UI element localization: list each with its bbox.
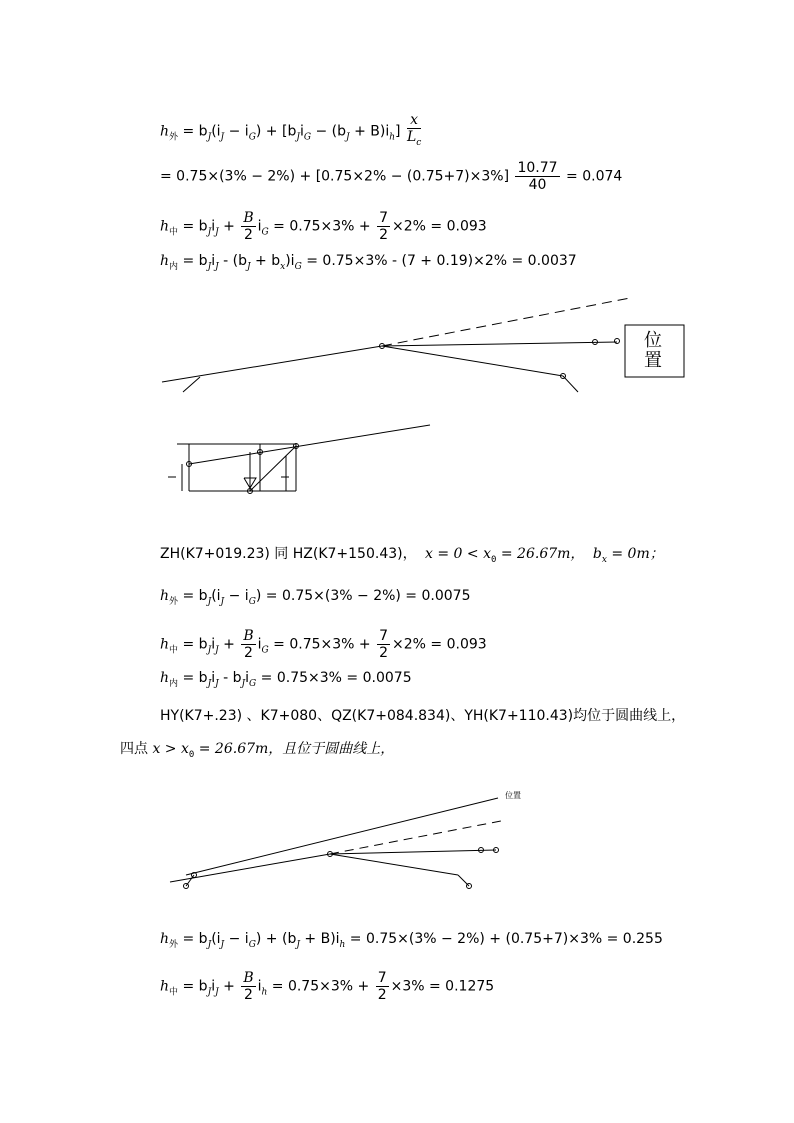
fraction2-7-over-2: $\frac{7}{2}$	[379, 628, 389, 661]
fraction-B-over-2: $\frac{B}{2}$	[243, 210, 254, 243]
equation2-h-middle: $h_中 = b_Ji_J$ + $\frac{B}{2}$ $i_G = 0.75\times 3\%$ + $\frac{7}{2}$ ×2% = 0.093	[160, 628, 487, 661]
position-box-char-1: 位	[644, 330, 662, 351]
equation-h-middle: $h_中 = b_Ji_J$ + $\frac{B}{2}$ $i_G = 0.75\times 3\%$ + $\frac{7}{2}$ ×2% = 0.093	[160, 210, 487, 243]
fraction-7-over-2: $\frac{7}{2}$	[379, 210, 389, 243]
fraction-x-over-Lc: $\frac{x}{L_c}$	[406, 112, 422, 148]
fig3-dashed-line	[330, 820, 506, 854]
position-box-char-2: 置	[644, 350, 662, 371]
equation-h-outer-value: = 0.75×(3% − 2%) + [0.75×2% − (0.75+7)×3%] $\frac{10.77}{40}$ = 0.074	[160, 160, 623, 193]
fig3-outer-full-line	[186, 798, 498, 875]
fig3-outer-edge	[330, 850, 496, 854]
paragraph-hy-qz-yh-line2: 四点 $x > x_0 = 26.67m$，且位于圆曲线上，	[120, 741, 395, 760]
fraction3-B-over-2: $\frac{B}{2}$	[243, 970, 254, 1003]
equation2-h-inner: $h_内 = b_Ji_J - b_Ji_G = 0.75\times 3\% = 0.0075$	[160, 670, 412, 689]
equation2-h-outer: $h_外 = b_J(i_J - i_G) = 0.75\times(3\% - 2\%) = 0.0075$	[160, 588, 471, 607]
paragraph-hy-qz-yh-line1: HY(K7+.23) 、K7+080、QZ(K7+084.834)、YH(K7+110.43)均位于圆曲线上，	[160, 708, 686, 724]
fraction2-B-over-2: $\frac{B}{2}$	[243, 628, 254, 661]
paragraph-zh-hz: ZH(K7+019.23) 同 HZ(K7+150.43)， $x = 0 < x_0 = 26.67m$， $b_x = 0m$；	[160, 546, 664, 565]
equation-h-inner: $h_内 = b_Ji_J - (b_J + b_x)i_G = 0.75\times 3\% - (7 + 0.19)\times 2\% = 0.0037$	[160, 253, 577, 272]
equation3-h-middle: $h_中 = b_Ji_J$ + $\frac{B}{2}$ $i_h = 0.75\times 3\%$ + $\frac{7}{2}$ ×3% = 0.1275	[160, 970, 495, 1003]
fraction3-7-over-2: $\frac{7}{2}$	[377, 970, 387, 1003]
equation3-h-outer: $h_外 = b_J(i_J - i_G) + (b_J + B)i_h = 0.75\times(3\% - 2\%) + (0.75+7)\times 3\% = 0.255$	[160, 931, 663, 950]
fig3-position-label: 位置	[505, 791, 521, 800]
fraction-10-77-over-40: $\frac{10.77}{40}$	[517, 160, 558, 193]
equation-h-outer: $h_外 = b_J(i_J - i_G) + [b_Ji_G - (b_J + B)i_h]$ $\frac{x}{L_c}$	[160, 112, 423, 151]
fig3-inner-edge	[330, 854, 458, 875]
